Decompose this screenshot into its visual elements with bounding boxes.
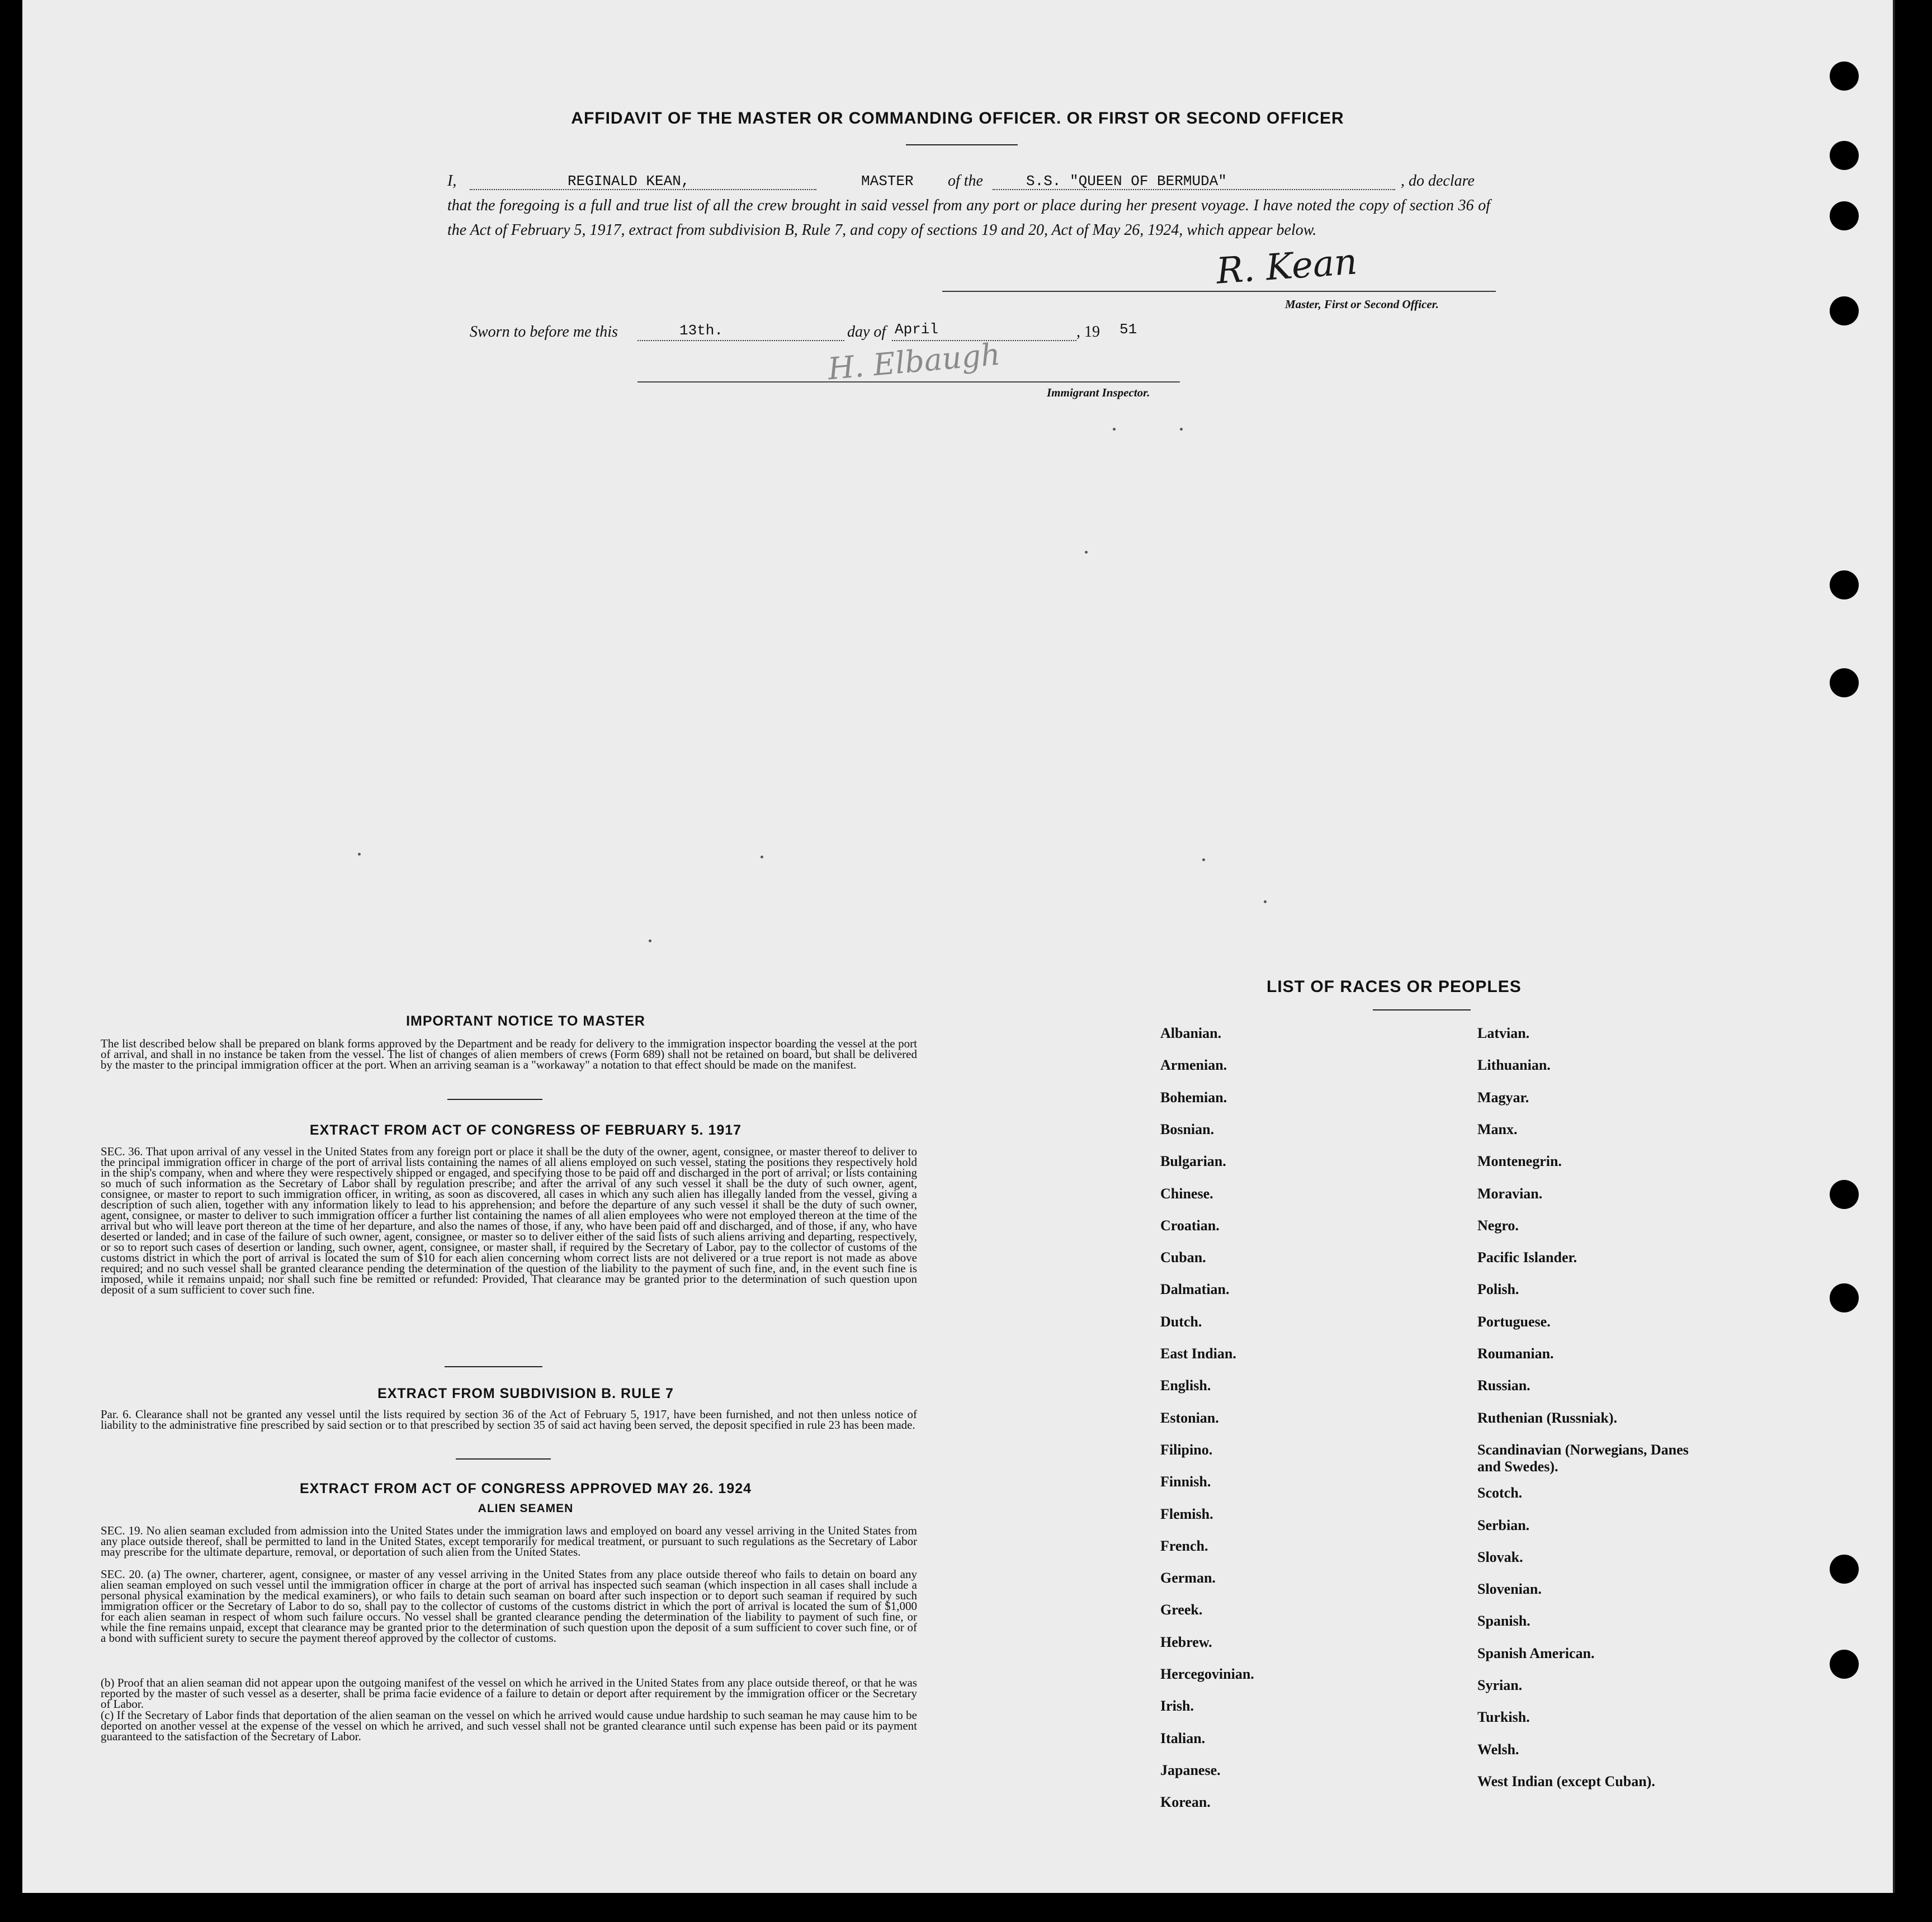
race-item: Bosnian.: [1160, 1121, 1215, 1137]
binder-hole: [1830, 570, 1859, 599]
race-item: German.: [1160, 1570, 1216, 1586]
of-the-label: of the: [948, 172, 983, 190]
declarant-prefix: I,: [447, 172, 457, 190]
day-dotline: [637, 340, 844, 341]
inspector-caption: Immigrant Inspector.: [1047, 386, 1150, 399]
name-dotline: [470, 189, 816, 190]
race-item: Korean.: [1160, 1794, 1211, 1811]
race-item: Polish.: [1477, 1281, 1519, 1298]
notice-title: IMPORTANT NOTICE TO MASTER: [406, 1013, 645, 1029]
race-item: Moravian.: [1477, 1185, 1543, 1202]
sworn-day-field: 13th.: [679, 322, 724, 339]
race-item: Syrian.: [1477, 1677, 1523, 1693]
race-item: Armenian.: [1160, 1057, 1227, 1074]
race-item: Roumanian.: [1477, 1345, 1554, 1362]
binder-hole: [1830, 141, 1859, 170]
race-item: Welsh.: [1477, 1741, 1519, 1758]
race-item: East Indian.: [1160, 1345, 1236, 1362]
sworn-month-field: April: [895, 321, 939, 338]
scan-speck: [649, 939, 651, 942]
extract-1924-title: EXTRACT FROM ACT OF CONGRESS APPROVED MAY 26. 1924: [299, 1481, 752, 1496]
rule7-divider: [456, 1458, 551, 1460]
sec20b-text: (b) Proof that an alien seaman did not appear upon the outgoing manifest of the vessel on which he arrived in the United States from any place outside thereof, or that he was reported by the master of such vessel as a deserter, shall be prima facie evidence of a failure to detain or deport after requirement by the immigration officer or the Secretary of Labor.: [101, 1676, 917, 1711]
race-item: French.: [1160, 1537, 1208, 1554]
race-item: Spanish.: [1477, 1613, 1531, 1630]
scan-speck: [1113, 428, 1116, 431]
race-item: Magyar.: [1477, 1089, 1529, 1106]
binder-hole: [1830, 1283, 1859, 1312]
races-title: LIST OF RACES OR PEOPLES: [1267, 977, 1522, 996]
rank-field: MASTER: [861, 173, 914, 190]
rule7-title: EXTRACT FROM SUBDIVISION B. RULE 7: [377, 1386, 674, 1401]
race-item: Russian.: [1477, 1377, 1531, 1394]
extract-1924-subtitle: ALIEN SEAMEN: [478, 1502, 574, 1515]
inspector-signature: H. Elbaugh: [826, 336, 1002, 387]
race-item: Manx.: [1477, 1121, 1518, 1137]
race-item: Japanese.: [1160, 1762, 1221, 1778]
race-item: Bohemian.: [1160, 1089, 1227, 1106]
scan-speck: [1085, 551, 1088, 554]
race-item: Italian.: [1160, 1730, 1206, 1746]
race-item: Hercegovinian.: [1160, 1666, 1254, 1682]
race-item: Serbian.: [1477, 1517, 1530, 1533]
inspector-signature-line: [637, 381, 1180, 382]
race-item: Albanian.: [1160, 1025, 1222, 1041]
extract-1917-divider: [445, 1366, 542, 1367]
race-item: Dalmatian.: [1160, 1281, 1230, 1298]
year-prefix: , 19: [1076, 323, 1100, 341]
extract-1917-title: EXTRACT FROM ACT OF CONGRESS OF FEBRUARY 5. 1917: [309, 1122, 742, 1138]
race-item: Greek.: [1160, 1602, 1203, 1618]
race-item: Finnish.: [1160, 1474, 1211, 1490]
races-divider: [1373, 1009, 1471, 1010]
sworn-prefix: Sworn to before me this: [470, 323, 618, 341]
race-item: Filipino.: [1160, 1441, 1213, 1458]
year-field: 51: [1119, 321, 1137, 338]
race-item: Montenegrin.: [1477, 1153, 1562, 1170]
binder-hole: [1830, 1180, 1859, 1209]
binder-hole: [1830, 1650, 1859, 1679]
extract-1917-text: SEC. 36. That upon arrival of any vessel in the United States from any foreign port or place it shall be the duty of the owner, agent, consignee, or master thereof to deliver to the principal immigration officer in charge of the port of arrival lists containing the names of all aliens employed on such vessel, stating the positions they respectively hold in the ship's company, when and where they were respectively shipped or engaged, and specifying those to be paid off and discharged in the port of arrival; or lists containing so much of such information as the Secretary of Labor shall by regulation prescribe; and after the arrival of any such vessel it shall be the duty of such owner, agent, consignee, or master to report to such immigration officer, in writing, as soon as discovered, all cases in which any such alien has illegally landed from the vessel, giving a description of such alien, together with any information likely to lead to his apprehension; and before the departure of any such vessel it shall be the duty of such owner, agent, consignee, or master to deliver to such immigration officer a further list containing the names of all alien employees who were not employed thereon at the time of the arrival but who will leave port thereon at the time of her departure, and also the names of those, if any, who have been paid off and discharged, and of those, if any, who have deserted or landed; and in case of the failure of such owner, agent, consignee, or master so to deliver either of the said lists of such aliens arriving and departing, respectively, or so to report such cases of desertion or landing, such owner, agent, consignee, or master shall, if required by the Secretary of Labor, pay to the collector of customs of the customs district in which the port of arrival is located the sum of $10 for each alien concerning whom correct lists are not delivered or a true report is not made as above required; and no such vessel shall be granted clearance pending the determination of the question of the liability to the payment of such fine, and, in the event such fine is imposed, while it remains unpaid; nor shall such fine be remitted or refunded: Provided, That clearance may be granted prior to the determination of such question upon deposit of a sum sufficient to cover such fine.: [101, 1145, 917, 1296]
do-declare-label: , do declare: [1401, 172, 1475, 190]
race-item: Hebrew.: [1160, 1633, 1212, 1650]
scan-speck: [1264, 900, 1267, 903]
race-item: Dutch.: [1160, 1313, 1202, 1330]
race-item: Bulgarian.: [1160, 1153, 1226, 1170]
sec20a-text: SEC. 20. (a) The owner, charterer, agent, consignee, or master of any vessel arriving in the United States from any place outside thereof who fails to detain on board any alien seaman employed on such vessel until the immigration officer in charge at the port of arrival has inspected such seaman (which inspection in all cases shall include a personal physical examination by the medical examiners), or who fails to detain such seaman on board after such inspection or to deport such seaman if required by such immigration officer or the Secretary of Labor to do so, shall pay to the collector of customs of the customs district in which the port of arrival is located the sum of $1,000 for each alien seaman in respect of whom such failure occurs. No vessel shall be granted clearance pending the determination of the liability to payment of such fine, or while the fine remains unpaid, except that clearance may be granted prior to the determination of such question upon the deposit of a sum sufficient to cover such fine, or of a bond with sufficient surety to secure the payment thereof approved by the collector of customs.: [101, 1567, 917, 1645]
race-item: Cuban.: [1160, 1249, 1206, 1266]
binder-hole: [1830, 296, 1859, 325]
race-item: Irish.: [1160, 1698, 1194, 1715]
race-item: Portuguese.: [1477, 1313, 1551, 1330]
race-item: Scandinavian (Norwegians, Danes and Swedes).: [1477, 1441, 1689, 1475]
scan-speck: [1180, 428, 1183, 431]
race-item: English.: [1160, 1377, 1211, 1394]
title-divider: [906, 144, 1018, 145]
race-item: Negro.: [1477, 1217, 1519, 1234]
affidavit-title: AFFIDAVIT OF THE MASTER OR COMMANDING OFFICER. OR FIRST OR SECOND OFFICER: [571, 109, 1344, 127]
race-item: Ruthenian (Russniak).: [1477, 1409, 1617, 1426]
binder-hole: [1830, 668, 1859, 697]
sec20c-text: (c) If the Secretary of Labor finds that deportation of the alien seaman on the vessel on which he arrived would cause undue hardship to such seaman he may cause him to be deported on another vessel at the expense of the vessel on which he arrived, and such vessel shall not be granted clearance until such expense has been paid or its payment guaranteed to the satisfaction of the Secretary of Labor.: [101, 1708, 917, 1743]
vessel-name-field: S.S. "QUEEN OF BERMUDA": [1026, 173, 1227, 190]
race-item: Pacific Islander.: [1477, 1249, 1577, 1266]
race-item: Slovak.: [1477, 1548, 1523, 1565]
signature-caption: Master, First or Second Officer.: [1285, 297, 1439, 311]
document-page: [22, 0, 1895, 1893]
race-item: Flemish.: [1160, 1505, 1213, 1522]
sec19-text: SEC. 19. No alien seaman excluded from admission into the United States under the immigration laws and employed on board any vessel arriving in the United States from any place outside thereof, shall be permitted to land in the United States, except temporarily for medical treatment, or pursuant to such regulations as the Secretary of Labor may prescribe for the ultimate departure, removal, or deportation of such alien from the United States.: [101, 1524, 917, 1559]
race-item: Slovenian.: [1477, 1581, 1542, 1598]
day-of-label: day of: [847, 323, 886, 341]
scan-speck: [760, 856, 763, 858]
master-signature: R. Kean: [1215, 241, 1359, 292]
vessel-dotline: [993, 189, 1395, 190]
notice-text: The list described below shall be prepared on blank forms approved by the Department and be ready for delivery to the immigration inspector boarding the vessel at the port of arrival, and shall in no instance be taken from the vessel. The list of changes of alien members of crews (Form 689) shall not be retained on board, but shall be delivered by the master to the principal immigration officer at the port. When an arriving seaman is a "workaway" a notation to that effect should be made on the manifest.: [101, 1037, 917, 1071]
master-name-field: REGINALD KEAN,: [568, 173, 690, 190]
declaration-body: that the foregoing is a full and true list of all the crew brought in said vessel from any port or place during her present voyage. I have noted the copy of section 36 of the Act of February 5, 1917, extract from subdivision B, Rule 7, and copy of sections 19 and 20, Act of May 26, 1924, which appear below.: [447, 197, 1490, 239]
race-item: Scotch.: [1477, 1485, 1523, 1501]
scan-speck: [1202, 858, 1205, 861]
notice-divider: [447, 1099, 542, 1100]
race-item: Croatian.: [1160, 1217, 1220, 1234]
race-item: Chinese.: [1160, 1185, 1213, 1202]
binder-hole: [1830, 1555, 1859, 1584]
scan-speck: [358, 853, 361, 856]
race-item: Latvian.: [1477, 1025, 1530, 1041]
race-item: Estonian.: [1160, 1409, 1219, 1426]
race-item: Turkish.: [1477, 1709, 1530, 1726]
binder-hole: [1830, 62, 1859, 91]
rule7-text: Par. 6. Clearance shall not be granted any vessel until the lists required by section 36 of the Act of February 5, 1917, have been furnished, and not then unless notice of liability to the administrative fine prescribed by said section or to that prescribed by section 35 of said act having been served, the deposit specified in rule 23 has been made.: [101, 1408, 917, 1432]
binder-hole: [1830, 201, 1859, 230]
race-item: Lithuanian.: [1477, 1057, 1551, 1074]
declaration-line: [447, 169, 1490, 193]
race-item: Spanish American.: [1477, 1645, 1595, 1661]
race-item: West Indian (except Cuban).: [1477, 1773, 1655, 1789]
